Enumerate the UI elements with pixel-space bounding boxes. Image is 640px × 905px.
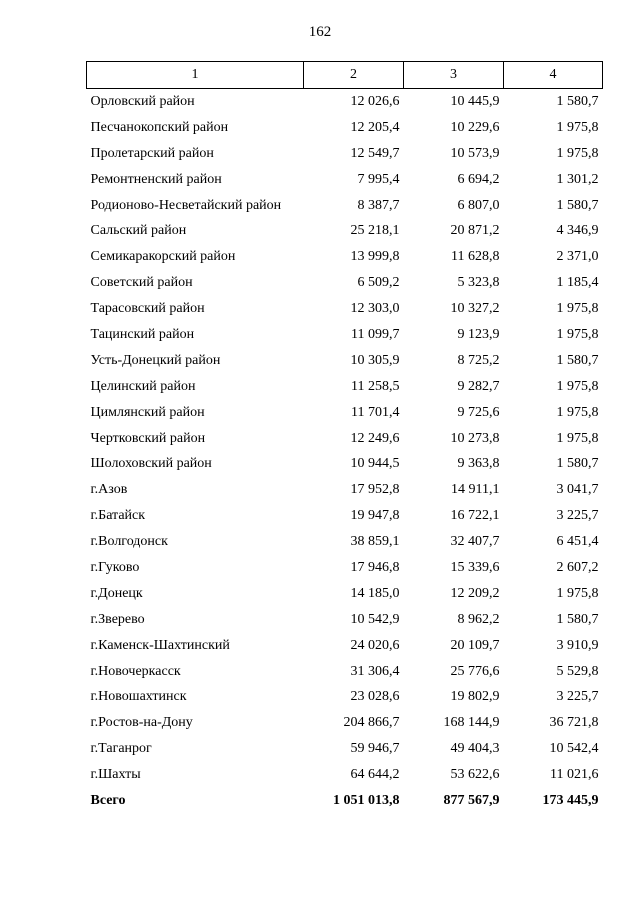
value-col-2: 17 952,8 — [350, 482, 400, 498]
table-row — [87, 270, 603, 296]
value-col-3: 5 323,8 — [457, 275, 500, 291]
table-row — [87, 581, 603, 607]
value-col-3: 10 445,9 — [450, 93, 500, 109]
territory-name: г.Шахты — [90, 767, 141, 783]
territory-name: Семикаракорский район — [90, 249, 236, 265]
value-col-2: 204 866,7 — [343, 715, 400, 731]
territory-name: Целинский район — [90, 378, 196, 394]
value-col-3: 53 622,6 — [450, 767, 500, 783]
value-col-2: 23 028,6 — [350, 689, 400, 705]
table-row — [87, 607, 603, 633]
value-col-2: 10 305,9 — [350, 352, 400, 368]
table-row — [87, 141, 603, 167]
table-row — [87, 555, 603, 581]
value-col-3: 168 144,9 — [443, 715, 500, 731]
value-col-3: 15 339,6 — [450, 559, 500, 575]
table-row — [87, 529, 603, 555]
territory-name: Усть-Донецкий район — [90, 352, 221, 368]
table-body — [87, 89, 603, 814]
table-row — [87, 426, 603, 452]
value-col-3: 8 962,2 — [457, 611, 500, 627]
value-col-2: 6 509,2 — [357, 275, 400, 291]
value-col-3: 11 628,8 — [451, 249, 500, 265]
territory-name: г.Каменск-Шахтинский — [90, 637, 230, 653]
value-col-3: 20 871,2 — [450, 223, 500, 239]
value-col-2: 12 249,6 — [350, 430, 400, 446]
value-col-4: 3 225,7 — [556, 689, 599, 705]
value-col-3: 9 282,7 — [457, 378, 500, 394]
territory-name: Тацинский район — [90, 326, 195, 342]
value-col-2: 12 026,6 — [350, 93, 400, 109]
value-col-4: 2 607,2 — [556, 559, 599, 575]
territory-name: Пролетарский район — [90, 145, 214, 161]
territory-name: Песчанокопский район — [90, 119, 229, 135]
value-col-2: 11 701,4 — [351, 404, 400, 420]
value-col-2: 31 306,4 — [350, 663, 400, 679]
value-col-3: 14 911,1 — [451, 482, 500, 498]
table-row — [87, 167, 603, 193]
table-row — [87, 762, 603, 788]
value-col-4: 3 225,7 — [556, 508, 599, 524]
value-col-4: 1 580,7 — [556, 456, 599, 472]
value-col-4: 1 975,8 — [556, 585, 599, 601]
table-header — [87, 62, 603, 89]
territory-name: Советский район — [90, 275, 193, 291]
table-row — [87, 89, 603, 115]
value-col-4: 4 346,9 — [556, 223, 599, 239]
table-row — [87, 477, 603, 503]
total-territory-name: Всего — [90, 792, 126, 808]
value-col-4: 36 721,8 — [549, 715, 599, 731]
value-col-4: 10 542,4 — [549, 741, 599, 757]
value-col-2: 13 999,8 — [350, 249, 400, 265]
territory-name: г.Новошахтинск — [90, 689, 187, 705]
value-col-2: 14 185,0 — [350, 585, 400, 601]
column-header-4: 4 — [504, 62, 603, 89]
data-table — [86, 61, 603, 814]
territory-name: г.Батайск — [90, 508, 146, 524]
page-number: 162 — [308, 24, 332, 40]
value-col-3: 16 722,1 — [450, 508, 500, 524]
value-col-4: 1 580,7 — [556, 611, 599, 627]
value-col-4: 1 975,8 — [556, 378, 599, 394]
value-col-2: 12 303,0 — [350, 301, 400, 317]
table-row — [87, 684, 603, 710]
total-value-col-3: 877 567,9 — [443, 792, 500, 808]
territory-name: г.Азов — [90, 482, 128, 498]
table-row — [87, 659, 603, 685]
table-row — [87, 115, 603, 141]
territory-name: г.Донецк — [90, 585, 143, 601]
value-col-2: 19 947,8 — [350, 508, 400, 524]
territory-name: Шолоховский район — [90, 456, 212, 472]
value-col-4: 1 975,8 — [556, 326, 599, 342]
value-col-2: 10 542,9 — [350, 611, 400, 627]
value-col-2: 24 020,6 — [350, 637, 400, 653]
value-col-3: 25 776,6 — [450, 663, 500, 679]
value-col-4: 6 451,4 — [556, 534, 599, 550]
territory-name: г.Ростов-на-Дону — [90, 715, 193, 731]
table-row — [87, 374, 603, 400]
value-col-3: 10 573,9 — [450, 145, 500, 161]
value-col-2: 8 387,7 — [357, 197, 400, 213]
table-row — [87, 400, 603, 426]
value-col-3: 9 363,8 — [457, 456, 500, 472]
territory-name: Тарасовский район — [90, 301, 205, 317]
value-col-4: 1 975,8 — [556, 430, 599, 446]
total-value-col-4: 173 445,9 — [542, 792, 599, 808]
value-col-4: 11 021,6 — [550, 767, 599, 783]
territory-name: Родионово-Несветайский район — [90, 197, 282, 213]
territory-name: Цимлянский район — [90, 404, 205, 420]
table-row — [87, 710, 603, 736]
territory-name: Орловский район — [90, 93, 195, 109]
value-col-2: 12 549,7 — [350, 145, 400, 161]
value-col-3: 6 694,2 — [457, 171, 500, 187]
table-row — [87, 193, 603, 219]
territory-name: Чертковский район — [90, 430, 206, 446]
territory-name: Сальский район — [90, 223, 187, 239]
value-col-3: 12 209,2 — [450, 585, 500, 601]
value-col-3: 10 327,2 — [450, 301, 500, 317]
column-header-2: 2 — [304, 62, 404, 89]
value-col-3: 49 404,3 — [450, 741, 500, 757]
table-row — [87, 348, 603, 374]
value-col-3: 9 725,6 — [457, 404, 500, 420]
value-col-3: 20 109,7 — [450, 637, 500, 653]
territory-name: г.Волгодонск — [90, 534, 168, 550]
value-col-4: 1 580,7 — [556, 93, 599, 109]
value-col-3: 10 273,8 — [450, 430, 500, 446]
value-col-4: 2 371,0 — [556, 249, 599, 265]
value-col-4: 1 975,8 — [556, 404, 599, 420]
value-col-2: 11 099,7 — [351, 326, 400, 342]
table-row — [87, 503, 603, 529]
total-row — [87, 788, 603, 814]
value-col-4: 1 975,8 — [556, 145, 599, 161]
table-row — [87, 633, 603, 659]
value-col-3: 8 725,2 — [457, 352, 500, 368]
total-value-col-2: 1 051 013,8 — [333, 792, 400, 808]
value-col-3: 9 123,9 — [457, 326, 500, 342]
territory-name: г.Новочеркасск — [90, 663, 181, 679]
table-row — [87, 296, 603, 322]
value-col-4: 1 580,7 — [556, 352, 599, 368]
value-col-3: 10 229,6 — [450, 119, 500, 135]
territory-name: г.Зверево — [90, 611, 145, 627]
value-col-4: 3 910,9 — [556, 637, 599, 653]
header-row — [87, 62, 603, 89]
value-col-3: 6 807,0 — [457, 197, 500, 213]
value-col-2: 7 995,4 — [357, 171, 400, 187]
value-col-3: 32 407,7 — [450, 534, 500, 550]
value-col-4: 3 041,7 — [556, 482, 599, 498]
table-row — [87, 322, 603, 348]
value-col-4: 1 185,4 — [556, 275, 599, 291]
column-header-1: 1 — [87, 62, 304, 89]
value-col-4: 1 975,8 — [556, 301, 599, 317]
table-row — [87, 244, 603, 270]
value-col-2: 38 859,1 — [350, 534, 400, 550]
column-header-3: 3 — [404, 62, 504, 89]
table-row — [87, 451, 603, 477]
value-col-4: 5 529,8 — [556, 663, 599, 679]
territory-name: г.Гуково — [90, 559, 140, 575]
territory-name: г.Таганрог — [90, 741, 152, 757]
value-col-2: 25 218,1 — [350, 223, 400, 239]
territory-name: Ремонтненский район — [90, 171, 222, 187]
value-col-2: 10 944,5 — [350, 456, 400, 472]
value-col-4: 1 580,7 — [556, 197, 599, 213]
value-col-2: 11 258,5 — [351, 378, 400, 394]
table-row — [87, 736, 603, 762]
value-col-2: 12 205,4 — [350, 119, 400, 135]
value-col-4: 1 301,2 — [556, 171, 599, 187]
table-row — [87, 218, 603, 244]
value-col-4: 1 975,8 — [556, 119, 599, 135]
value-col-2: 17 946,8 — [350, 559, 400, 575]
value-col-3: 19 802,9 — [450, 689, 500, 705]
value-col-2: 59 946,7 — [350, 741, 400, 757]
value-col-2: 64 644,2 — [350, 767, 400, 783]
